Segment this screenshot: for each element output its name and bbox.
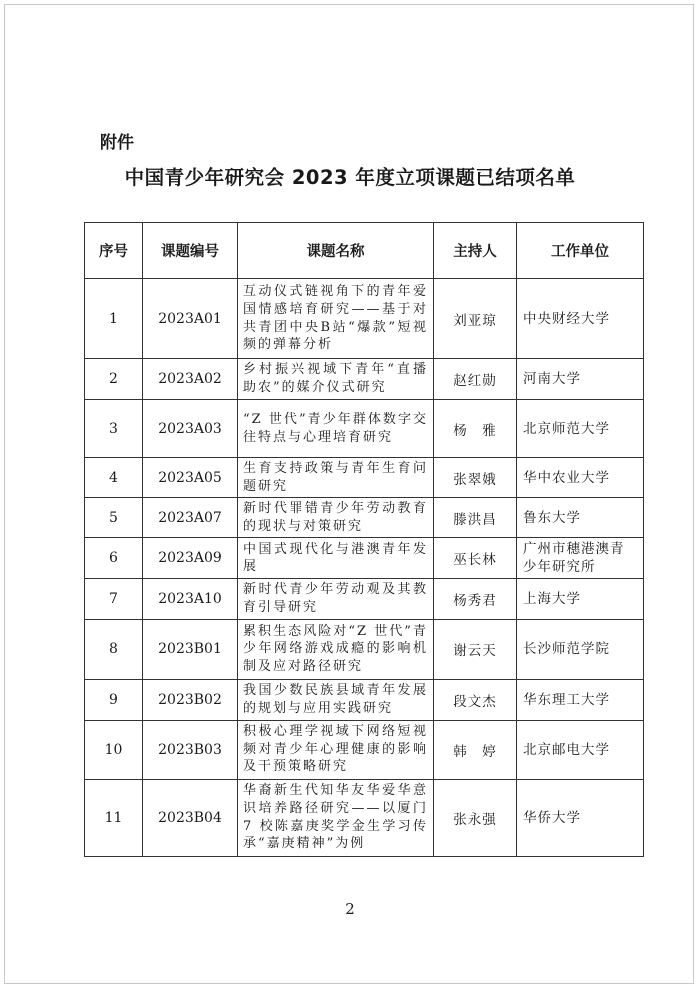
row-unit: 上海大学 (517, 579, 644, 619)
row-seq: 10 (85, 720, 143, 779)
row-title: 积极心理学视域下网络短视频对青少年心理健康的影响及干预策略研究 (238, 720, 434, 779)
table-header-row (85, 223, 644, 279)
row-unit: 华东理工大学 (517, 679, 644, 720)
row-title: 中国式现代化与港澳青年发展 (238, 538, 434, 579)
header-seq: 序号 (85, 223, 143, 279)
table-row (85, 458, 644, 498)
table-row (85, 400, 644, 458)
table-row (85, 579, 644, 619)
table-row (85, 679, 644, 720)
row-host: 巫长林 (434, 538, 517, 579)
row-code: 2023A05 (143, 458, 238, 498)
row-unit: 中央财经大学 (517, 279, 644, 359)
table-row (85, 359, 644, 400)
table-row (85, 498, 644, 538)
row-host: 赵红勋 (434, 359, 517, 400)
row-code: 2023B02 (143, 679, 238, 720)
row-code: 2023B04 (143, 779, 238, 856)
row-seq: 9 (85, 679, 143, 720)
table-row (85, 779, 644, 856)
row-seq: 7 (85, 579, 143, 619)
row-code: 2023A07 (143, 498, 238, 538)
row-title: 华裔新生代知华友华爱华意识培养路径研究——以厦门 7 校陈嘉庚奖学金生学习传承“嘉庚精神”为例 (238, 779, 434, 856)
row-host: 韩 婷 (434, 720, 517, 779)
row-unit: 北京邮电大学 (517, 720, 644, 779)
table-row (85, 279, 644, 359)
row-code: 2023A09 (143, 538, 238, 579)
header-host: 主持人 (434, 223, 517, 279)
table-row (85, 538, 644, 579)
row-host: 杨 雅 (434, 400, 517, 458)
row-code: 2023B03 (143, 720, 238, 779)
row-code: 2023A02 (143, 359, 238, 400)
row-code: 2023B01 (143, 619, 238, 679)
row-seq: 6 (85, 538, 143, 579)
row-title: 新时代罪错青少年劳动教育的现状与对策研究 (238, 498, 434, 538)
row-code: 2023A03 (143, 400, 238, 458)
row-title: 新时代青少年劳动观及其教育引导研究 (238, 579, 434, 619)
table-row (85, 619, 644, 679)
row-host: 杨秀君 (434, 579, 517, 619)
page-number: 2 (345, 900, 355, 918)
row-code: 2023A01 (143, 279, 238, 359)
row-seq: 2 (85, 359, 143, 400)
row-unit: 华侨大学 (517, 779, 644, 856)
header-code: 课题编号 (143, 223, 238, 279)
row-seq: 11 (85, 779, 143, 856)
row-seq: 1 (85, 279, 143, 359)
row-title: 我国少数民族县域青年发展的规划与应用实践研究 (238, 679, 434, 720)
row-unit: 广州市穗港澳青少年研究所 (517, 538, 644, 579)
row-unit: 河南大学 (517, 359, 644, 400)
row-unit: 北京师范大学 (517, 400, 644, 458)
row-host: 段文杰 (434, 679, 517, 720)
row-unit: 华中农业大学 (517, 458, 644, 498)
row-title: 乡村振兴视域下青年“直播助农”的媒介仪式研究 (238, 359, 434, 400)
document-title: 中国青少年研究会 2023 年度立项课题已结项名单 (124, 166, 576, 189)
table-row (85, 720, 644, 779)
row-seq: 3 (85, 400, 143, 458)
row-code: 2023A10 (143, 579, 238, 619)
row-unit: 鲁东大学 (517, 498, 644, 538)
header-title: 课题名称 (238, 223, 434, 279)
row-seq: 4 (85, 458, 143, 498)
project-list-table (84, 222, 644, 857)
row-seq: 8 (85, 619, 143, 679)
row-title: 生育支持政策与青年生育问题研究 (238, 458, 434, 498)
row-host: 张永强 (434, 779, 517, 856)
row-title: 累积生态风险对“Z 世代”青少年网络游戏成瘾的影响机制及应对路径研究 (238, 619, 434, 679)
attachment-label: 附件 (100, 133, 134, 153)
row-host: 谢云天 (434, 619, 517, 679)
row-unit: 长沙师范学院 (517, 619, 644, 679)
row-host: 滕洪昌 (434, 498, 517, 538)
row-host: 张翠娥 (434, 458, 517, 498)
row-title: “Z 世代”青少年群体数字交往特点与心理培育研究 (238, 400, 434, 458)
row-host: 刘亚琼 (434, 279, 517, 359)
row-title: 互动仪式链视角下的青年爱国情感培育研究——基于对共青团中央B站“爆款”短视频的弹幕分析 (238, 279, 434, 359)
header-unit: 工作单位 (517, 223, 644, 279)
row-seq: 5 (85, 498, 143, 538)
